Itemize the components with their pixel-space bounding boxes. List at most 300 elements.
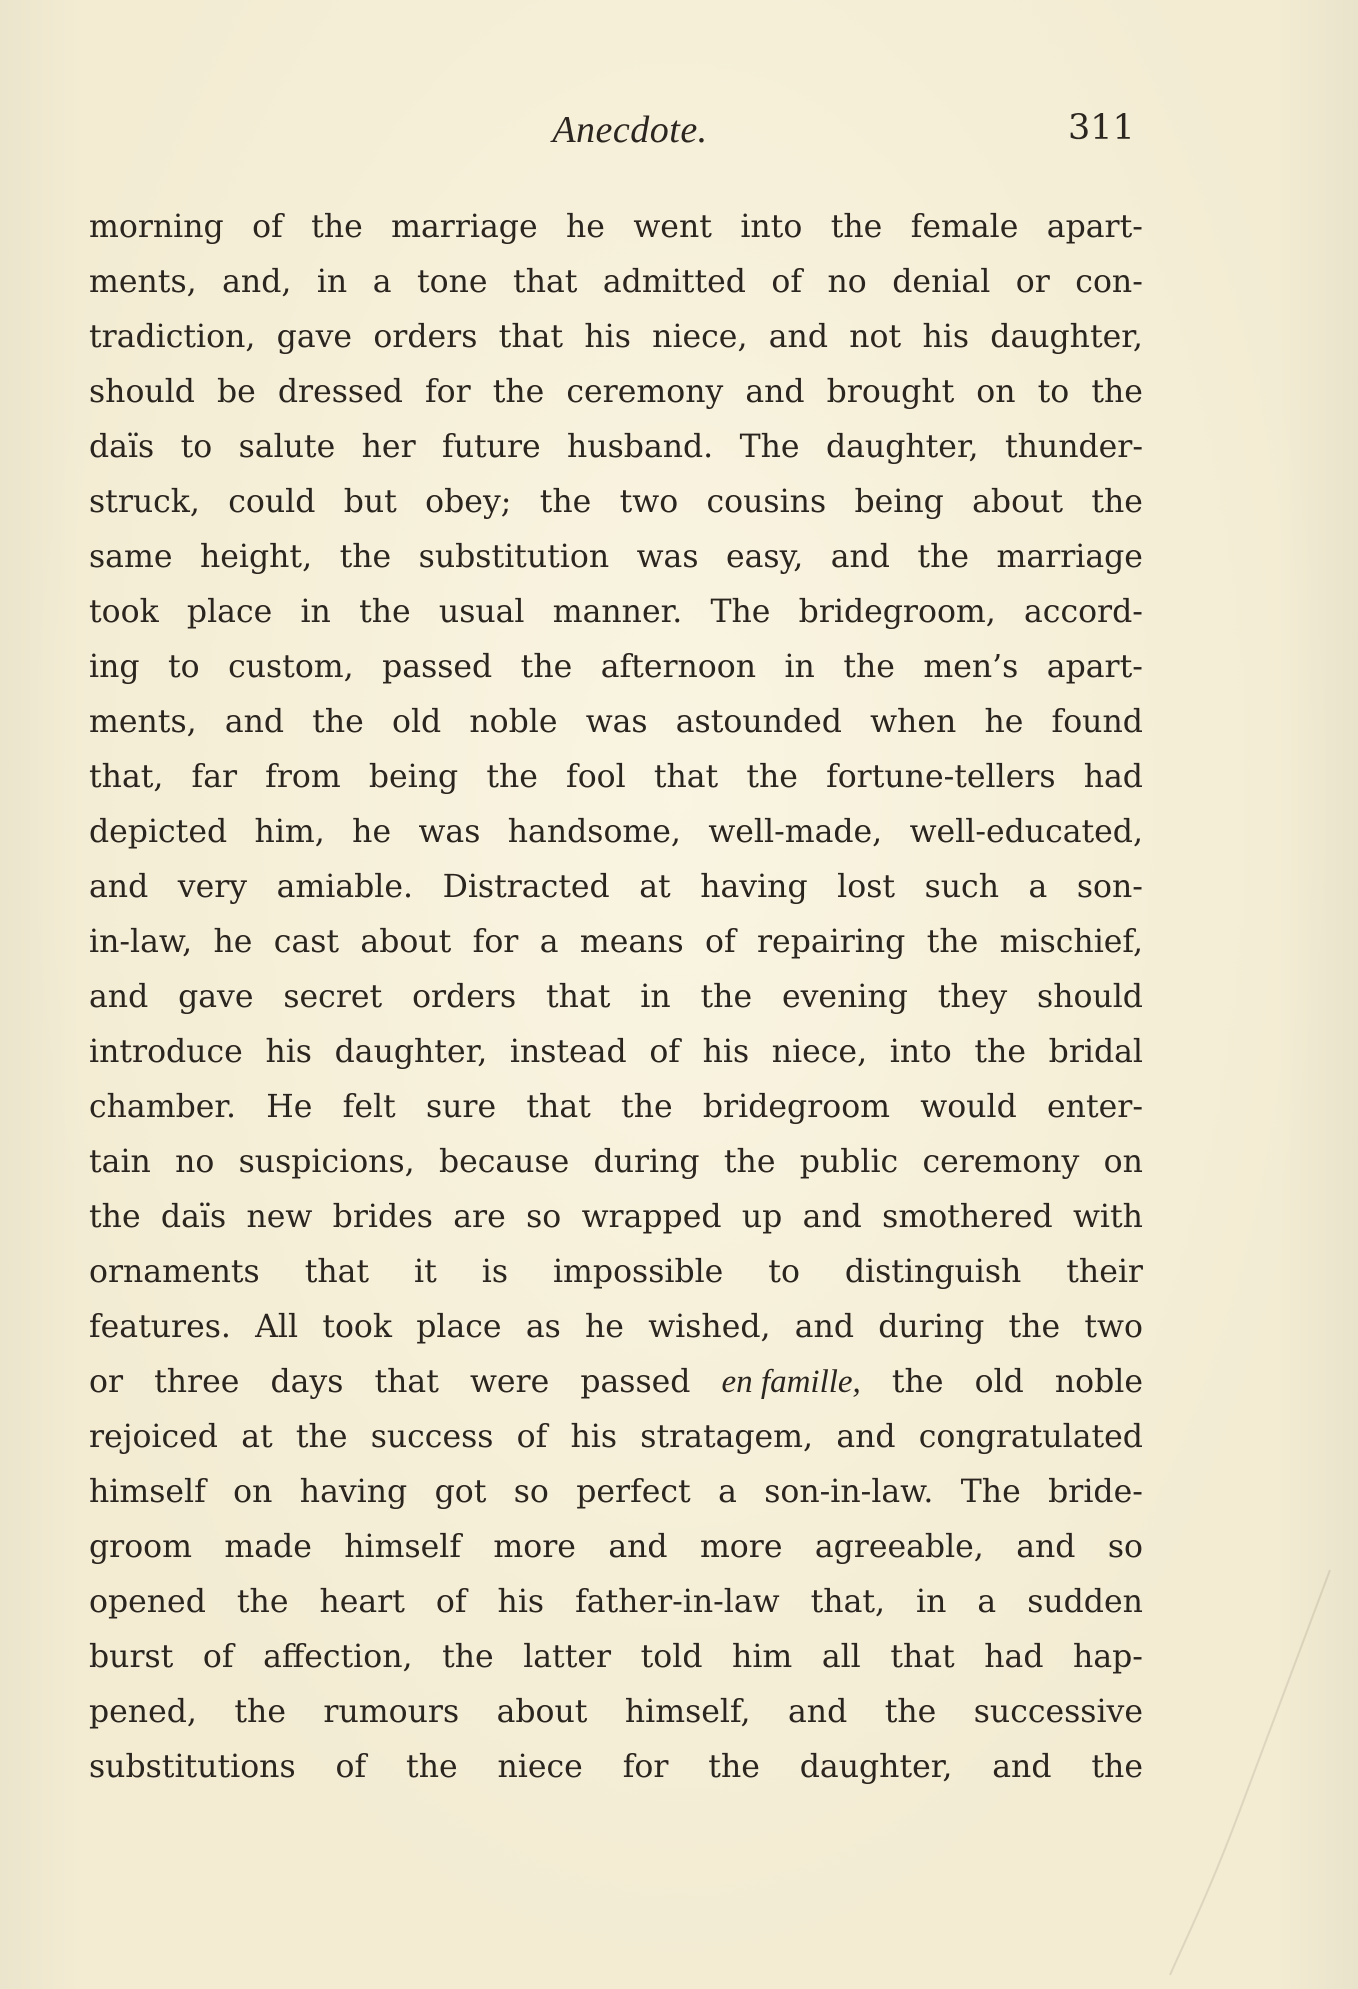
word: into [740,209,803,245]
word: pened, [89,1694,197,1730]
text-line [89,1410,1143,1465]
word: and [89,979,149,1015]
word: the [1091,374,1143,410]
word: on [976,374,1016,410]
word: tradiction, [89,319,256,355]
text-line [89,1300,1143,1355]
word: wrapped [581,1199,722,1235]
word: public [799,1144,899,1180]
word: All [255,1309,299,1345]
word: suspicions, [238,1144,415,1180]
text-line [89,860,1143,915]
word: told [640,1639,703,1675]
text-line [89,640,1143,695]
word: afternoon [600,649,757,685]
word: place [416,1309,502,1345]
word: more [493,1529,576,1565]
word: no [175,1144,215,1180]
word: gave [178,979,254,1015]
word: to [1037,374,1070,410]
word: son-in-law. [764,1474,934,1510]
word: made [224,1529,312,1565]
word: was [636,539,699,575]
word: stratagem, [640,1419,814,1455]
word: handsome, [507,814,681,850]
word: means [579,924,684,960]
word: old [974,1364,1024,1400]
word: being [854,484,944,520]
word: that [374,1364,439,1400]
word: the [891,1364,944,1400]
word: or [89,1364,124,1400]
word: astounded [675,704,842,740]
word: the [1091,1749,1143,1785]
word: of [435,1584,467,1620]
word: as [525,1309,561,1345]
word: in [300,594,331,630]
word: got [434,1474,487,1510]
text-line [89,695,1143,750]
word: he [213,924,253,960]
word: the [843,649,895,685]
word: ornaments [89,1254,260,1290]
word: be [217,374,256,410]
word: and [768,319,828,355]
word: far [191,759,238,795]
word: and [89,869,149,905]
word: depicted [89,814,228,850]
word: and [745,374,805,410]
word: his [702,1034,750,1070]
word: at [639,869,671,905]
word: that [653,759,719,795]
word: repairing [757,924,906,960]
word: rejoiced [89,1419,218,1455]
word: a [1028,869,1048,905]
word: that, [89,759,164,795]
word: the [974,1034,1026,1070]
word: and [794,1309,854,1345]
word: sudden [1027,1584,1143,1620]
word: had [1083,759,1143,795]
word: ments, [89,704,197,740]
word: custom, [228,649,354,685]
word: and [802,1199,862,1235]
word: the [520,649,573,685]
word: of [252,209,283,245]
word: the [1091,484,1143,520]
word: the [312,704,364,740]
word: well-educated, [909,814,1143,850]
word: because [438,1144,570,1180]
word: more [699,1529,783,1565]
word: the [89,1199,141,1235]
word: they [937,979,1008,1015]
word: all [821,1639,861,1675]
word: are [453,1199,506,1235]
word: marriage [391,209,538,245]
word: ceremony [922,1144,1080,1180]
word: marriage [996,539,1143,575]
word: niece, [652,319,748,355]
word: and [830,539,890,575]
word: daughter, [799,1749,953,1785]
word: daughter, [990,319,1143,355]
word: husband. [567,429,714,465]
word: substitution [418,539,610,575]
word: him, [254,814,325,850]
word: the [884,1694,937,1730]
word: female [910,209,1019,245]
word: his [570,1419,618,1455]
word: distinguish [844,1254,1022,1290]
word: of [335,1749,367,1785]
text-line [89,1355,1143,1410]
word: having [700,869,808,905]
word: amiable. [276,869,414,905]
word: the [830,209,883,245]
body-text [89,200,1143,1795]
word: opened [89,1584,206,1620]
word: on [1103,1144,1143,1180]
word: old [391,704,442,740]
word: cast [273,924,340,960]
word: secret [283,979,383,1015]
word: same [89,539,173,575]
word: he [585,1309,624,1345]
word: during [878,1309,985,1345]
word: and [836,1419,896,1455]
word: went [633,209,712,245]
word: the [746,759,798,795]
word: affection, [263,1639,413,1675]
word: apart- [1046,649,1143,685]
word: perfect [576,1474,691,1510]
word: fortune-tellers [826,759,1056,795]
word: during [593,1144,700,1180]
word: and, [222,264,292,300]
word: that [513,264,578,300]
text-line [89,1740,1143,1795]
text-line [89,915,1143,970]
word: a [977,1584,997,1620]
word: and [224,704,285,740]
word: the [708,1749,760,1785]
text-line [89,420,1143,475]
word: to [768,1254,800,1290]
word: very [177,869,248,905]
word: the [486,759,538,795]
word: of [705,924,736,960]
word: into [889,1034,952,1070]
word: so [1107,1529,1143,1565]
word: lost [837,869,896,905]
word: of [202,1639,234,1675]
word: and [992,1749,1052,1785]
word: accord- [1024,594,1143,630]
word: mischief, [999,924,1143,960]
text-line [89,530,1143,585]
word: that [890,1639,955,1675]
word: agreeable, [814,1529,984,1565]
word: and [608,1529,668,1565]
word: passed [382,649,493,685]
word: enter- [1047,1089,1143,1125]
word: men’s [923,649,1019,685]
word: son- [1076,869,1143,905]
text-line [89,1575,1143,1630]
word: thunder- [1004,429,1143,465]
word: that [526,1089,591,1125]
word: fool [566,759,626,795]
word: days [270,1364,344,1400]
word: himself [344,1529,462,1565]
word: that [546,979,611,1015]
word: ments, [89,264,197,300]
word: two [619,484,679,520]
word: the [442,1639,494,1675]
word: himself [89,1474,206,1510]
word: The [739,429,800,465]
word: sure [425,1089,497,1125]
word: that [304,1254,370,1290]
word: The [960,1474,1021,1510]
word: denial [892,264,991,300]
word: could [228,484,316,520]
word: was [418,814,481,850]
word: that [498,319,564,355]
word: up [741,1199,783,1235]
word: easy, [726,539,804,575]
word: successive [973,1694,1143,1730]
word: bridegroom [702,1089,891,1125]
word: is [481,1254,508,1290]
word: was [585,704,648,740]
word: the [539,484,592,520]
word: found [1051,704,1143,740]
word: bridal [1048,1034,1143,1070]
word: his [584,319,631,355]
text-line [89,1520,1143,1575]
word: in [640,979,671,1015]
text-line [89,200,1143,255]
word: of [771,264,803,300]
word: struck, [89,484,200,520]
word: but [343,484,397,520]
text-line [89,585,1143,640]
word: no [827,264,867,300]
text-line [89,1245,1143,1300]
word: burst [89,1639,174,1675]
word: success [370,1419,494,1455]
word: should [89,374,195,410]
word: congratulated [918,1419,1143,1455]
word: he [352,814,392,850]
word: gave [276,319,353,355]
word: the [926,924,979,960]
text-line [89,1630,1143,1685]
word: obey; [425,484,512,520]
word: he [566,209,605,245]
text-line [89,310,1143,365]
word: him [732,1639,793,1675]
word: groom [89,1529,193,1565]
word: it [414,1254,437,1290]
word: took [89,594,159,630]
word: of [516,1419,548,1455]
word: and [1016,1529,1076,1565]
text-line [89,475,1143,530]
word: for [472,924,519,960]
word: the [700,979,753,1015]
word: were [469,1364,550,1400]
word: niece, [771,1034,868,1070]
word: for [622,1749,669,1785]
word: two [1084,1309,1143,1345]
word: such [924,869,999,905]
word: of [649,1034,680,1070]
word: apart- [1046,209,1143,245]
word: ing [89,649,140,685]
word: in [316,264,348,300]
word: manner. [552,594,683,630]
word: so [526,1199,562,1235]
text-line [89,1465,1143,1520]
word: dressed [277,374,403,410]
word: substitutions [89,1749,296,1785]
word: heart [319,1584,405,1620]
word: height, [199,539,313,575]
word: the [359,594,411,630]
word: He [266,1089,313,1125]
word: future [442,429,541,465]
word: on [233,1474,273,1510]
word: the [406,1749,458,1785]
word: his [265,1034,312,1070]
word: father-in-law [575,1584,780,1620]
word: brought [826,374,955,410]
word: morning [89,209,224,245]
word: a [539,924,559,960]
word: niece [497,1749,583,1785]
word: about [972,484,1063,520]
word: well-made, [708,814,883,850]
word: so [513,1474,549,1510]
word: The [710,594,771,630]
word: ceremony [566,374,724,410]
word: orders [373,319,478,355]
word: about [496,1694,588,1730]
word: passed [580,1364,691,1400]
word: daughter, [334,1034,488,1070]
word: a [372,264,392,300]
word: a [718,1474,737,1510]
word: for [424,374,471,410]
word: noble [1054,1364,1143,1400]
word: place [186,594,273,630]
word: evening [781,979,908,1015]
word: and [788,1694,848,1730]
word: being [368,759,459,795]
word: their [1066,1254,1143,1290]
word: en famille, [721,1364,861,1400]
text-line [89,970,1143,1025]
word: wished, [648,1309,771,1345]
word: with [1072,1199,1143,1235]
word: salute [238,429,336,465]
word: from [265,759,341,795]
word: the [234,1694,286,1730]
word: at [241,1419,273,1455]
word: the [295,1419,348,1455]
word: orders [412,979,517,1015]
word: when [870,704,957,740]
word: impossible [552,1254,724,1290]
word: her [361,429,416,465]
word: not [849,319,902,355]
word: the [621,1089,673,1125]
word: brides [332,1199,433,1235]
word: cousins [706,484,827,520]
word: took [322,1309,392,1345]
word: or [1015,264,1050,300]
text-line [89,255,1143,310]
word: daughter, [825,429,979,465]
text-line [89,1135,1143,1190]
word: hap- [1073,1639,1143,1675]
word: daïs [160,1199,227,1235]
word: noble [469,704,558,740]
word: bridegroom, [798,594,996,630]
word: the [339,539,392,575]
word: chamber. [89,1089,236,1125]
word: tone [416,264,488,300]
page-number: 311 [1068,108,1135,148]
word: daïs [89,429,155,465]
word: usual [438,594,525,630]
word: admitted [602,264,746,300]
word: three [154,1364,240,1400]
text-line [89,1685,1143,1740]
word: in [784,649,815,685]
running-title: Anecdote. [552,109,708,151]
word: in-law, [89,924,193,960]
word: the [311,209,363,245]
word: bride- [1048,1474,1143,1510]
word: the [723,1144,776,1180]
word: introduce [89,1034,243,1070]
word: the [492,374,545,410]
word: about [360,924,452,960]
word: the [917,539,970,575]
word: that, [810,1584,886,1620]
word: Distracted [442,869,610,905]
word: should [1037,979,1143,1015]
word: his [922,319,969,355]
word: new [246,1199,313,1235]
word: tain [89,1144,151,1180]
word: to [180,429,213,465]
word: smothered [882,1199,1053,1235]
word: his [497,1584,545,1620]
word: he [984,704,1024,740]
word: latter [523,1639,612,1675]
word: features. [89,1309,231,1345]
word: himself, [624,1694,751,1730]
word: having [299,1474,408,1510]
word: rumours [323,1694,460,1730]
text-line [89,365,1143,420]
